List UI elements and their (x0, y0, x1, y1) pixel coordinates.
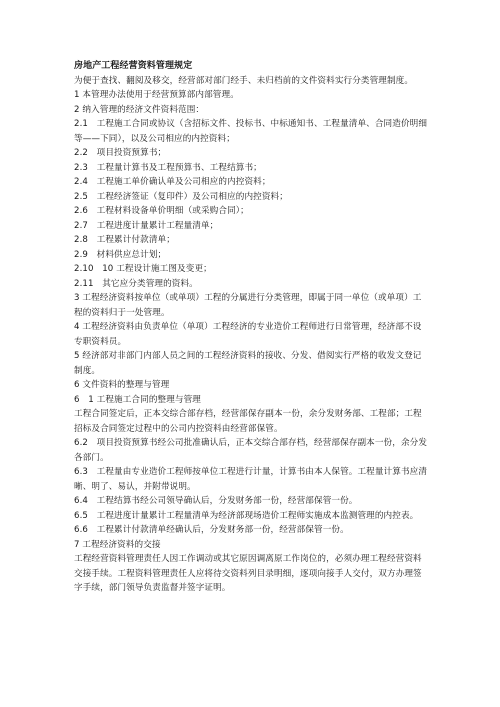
clause-4: 4 工程经济资料由负责单位（单项）工程经济的专业造价工程师进行日常管理，经济部不设专职资料员。 (74, 322, 422, 347)
clause-6-2: 6.2 项目投资预算书经公司批准确认后，正本交综合部存档，经营部保存副本一份，余分发各部门。 (74, 438, 428, 463)
intro-paragraph: 为便于查找、翻阅及移交，经营部对部门经手、未归档前的文件资料实行分类管理制度。 (74, 75, 414, 86)
clause-2-10: 2.10 10 工程设计施工图及变更； (74, 264, 212, 274)
clause-3: 3 工程经济资料按单位（或单项）工程的分属进行分类管理，即属于同一单位（或单项）工程的资料归于一处管理。 (74, 293, 422, 318)
document-body (74, 59, 430, 596)
clause-2-1: 2.1 工程施工合同或协议（含招标文件、投标书、中标通知书、工程量清单、合同造价明细等——下同），以及公司相应的内控资料； (74, 119, 428, 144)
document-title: 房地产工程经营资料管理规定 (74, 61, 193, 71)
clause-2-11: 2.11 其它应分类管理的资料。 (74, 278, 198, 289)
clause-6-5: 6.5 工程进度计量累计工程量清单为经济部现场造价工程师实施成本监测管理的内控表。 (74, 510, 419, 521)
clause-2: 2 纳入管理的经济文件资料范围： (74, 104, 205, 115)
clause-1: 1 本管理办法使用于经营预算部内部管理。 (74, 90, 239, 100)
clause-2-8: 2.8 工程累计付款清单； (74, 235, 175, 245)
clause-2-6: 2.6 工程材料设备单价明细（或采购合同）； (74, 206, 249, 216)
clause-7: 7 工程经济资料的交接 (74, 539, 161, 550)
clause-2-7: 2.7 工程进度计量累计工程量清单； (74, 220, 219, 231)
clause-2-4: 2.4 工程施工单价确认单及公司相应的内控资料； (74, 177, 271, 187)
clause-2-3: 2.3 工程量计算书及工程预算书、工程结算书； (74, 162, 262, 173)
clause-5: 5 经济部对非部门内部人员之间的工程经济资料的接收、分发、借阅实行严格的收发文登记制度。 (74, 351, 422, 376)
clause-6-1: 6 1 工程施工合同的整理与管理 (74, 394, 201, 405)
clause-2-9: 2.9 材料供应总计划； (74, 249, 167, 260)
clause-6-4: 6.4 工程结算书经公司领导确认后，分发财务部一份，经营部保管一份。 (74, 496, 358, 506)
clause-7-body: 工程经营资料管理责任人因工作调动或其它原因调离原工作岗位的，必须办理工程经营资料交接手续。工程资料管理责任人应将待交资料列目录明细，逐项向接手人交付，双方办理签字手续，部门领导负责监督并签字证明。 (74, 554, 422, 593)
clause-6-1-body: 工程合同签定后，正本交综合部存档，经营部保存副本一份，余分发财务部、工程部；工程招标及合同签定过程中的公司内控资料由经营部保管。 (74, 409, 422, 434)
clause-6-6: 6.6 工程累计付款清单经确认后，分发财务部一份，经营部保管一份。 (74, 525, 349, 535)
clause-6: 6 文件资料的整理与管理 (74, 380, 170, 390)
clause-6-3: 6.3 工程量由专业造价工程师按单位工程进行计量，计算书由本人保管。工程量计算书应清晰、明了、易认，并附带说明。 (74, 467, 428, 492)
clause-2-5: 2.5 工程经济签证（复印件）及公司相应的内控资料； (74, 191, 288, 202)
clause-2-2: 2.2 项目投资预算书； (74, 148, 167, 158)
